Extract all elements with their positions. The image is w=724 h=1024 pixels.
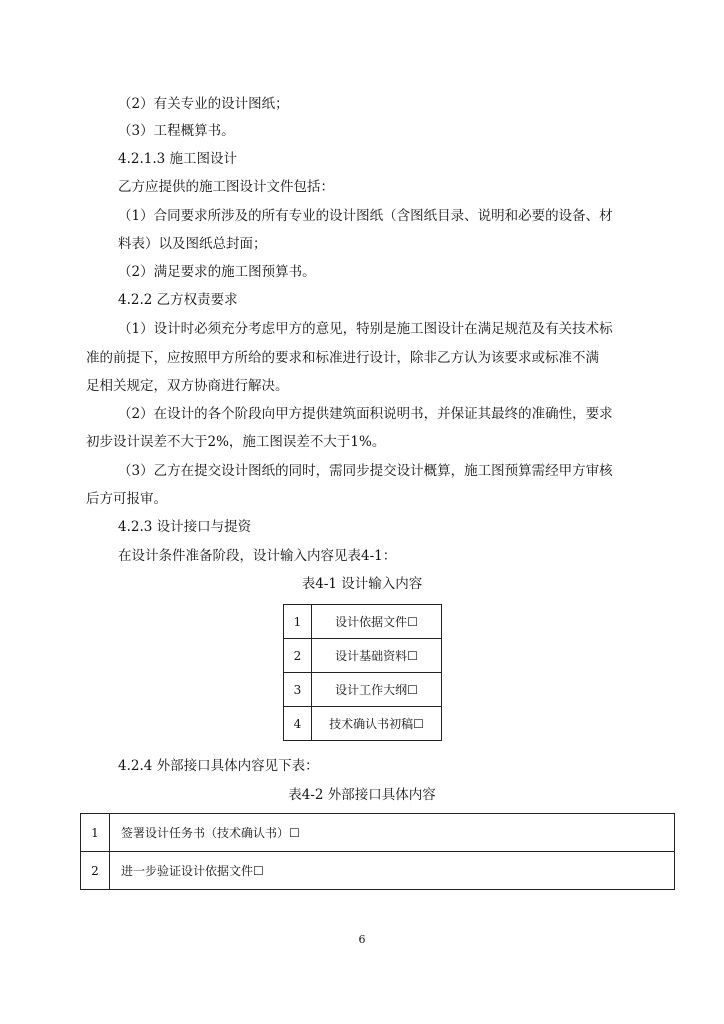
paragraph-deliverables-intro: 乙方应提供的施工图设计文件包括： [118,179,334,195]
paragraph-rights-3-line-1: （3）乙方在提交设计图纸的同时，需同步提交设计概算，施工图预算需经甲方审核 [118,463,613,479]
row-content: 设计基础资料☐ [312,639,442,673]
table-caption-4-1: 表4-1 设计输入内容 [301,576,423,592]
paragraph-rights-1-line-3: 足相关规定，双方协商进行解决。 [86,378,289,394]
table-row [284,707,442,741]
row-number: 4 [284,707,312,741]
row-number: 2 [81,852,110,890]
design-input-table [283,604,442,741]
list-item-3-estimate: （3）工程概算书。 [118,123,235,139]
row-content: 技术确认书初稿☐ [312,707,442,741]
paragraph-input-intro: 在设计条件准备阶段，设计输入内容见表4-1： [118,548,397,564]
external-interface-table [80,813,675,890]
row-number: 2 [284,639,312,673]
section-heading-4213: 4.2.1.3 施工图设计 [118,151,238,167]
table-row [284,639,442,673]
row-number: 1 [284,605,312,639]
row-number: 1 [81,814,110,852]
paragraph-rights-3-line-2: 后方可报审。 [86,491,167,507]
paragraph-item-2-budget: （2）满足要求的施工图预算书。 [118,264,316,280]
list-item-2-design-drawings: （2）有关专业的设计图纸； [118,96,289,112]
section-heading-423: 4.2.3 设计接口与提资 [118,519,252,535]
section-heading-424: 4.2.4 外部接口具体内容见下表： [118,758,319,774]
paragraph-item-1-line-2: 料表）以及图纸总封面； [118,236,267,252]
paragraph-item-1-line-1: （1）合同要求所涉及的所有专业的设计图纸（含图纸目录、说明和必要的设备、材 [118,208,613,224]
paragraph-rights-2-line-2: 初步设计误差不大于2%，施工图误差不大于1%。 [86,434,386,450]
page-number: 6 [358,933,366,946]
table-caption-4-2: 表4-2 外部接口具体内容 [288,787,436,803]
paragraph-rights-1-line-2: 准的前提下，应按照甲方所给的要求和标准进行设计，除非乙方认为该要求或标准不满 [86,350,599,366]
table-row [81,814,675,852]
row-number: 3 [284,673,312,707]
table-row [284,605,442,639]
table-row [284,673,442,707]
paragraph-rights-1-line-1: （1）设计时必须充分考虑甲方的意见，特别是施工图设计在满足规范及有关技术标 [118,321,613,337]
row-content: 签署设计任务书（技术确认书）☐ [110,814,675,852]
section-heading-422: 4.2.2 乙方权责要求 [118,292,238,308]
row-content: 设计依据文件☐ [312,605,442,639]
paragraph-rights-2-line-1: （2）在设计的各个阶段向甲方提供建筑面积说明书，并保证其最终的准确性，要求 [118,406,613,422]
row-content: 进一步验证设计依据文件☐ [110,852,675,890]
table-row [81,852,675,890]
row-content: 设计工作大纲☐ [312,673,442,707]
